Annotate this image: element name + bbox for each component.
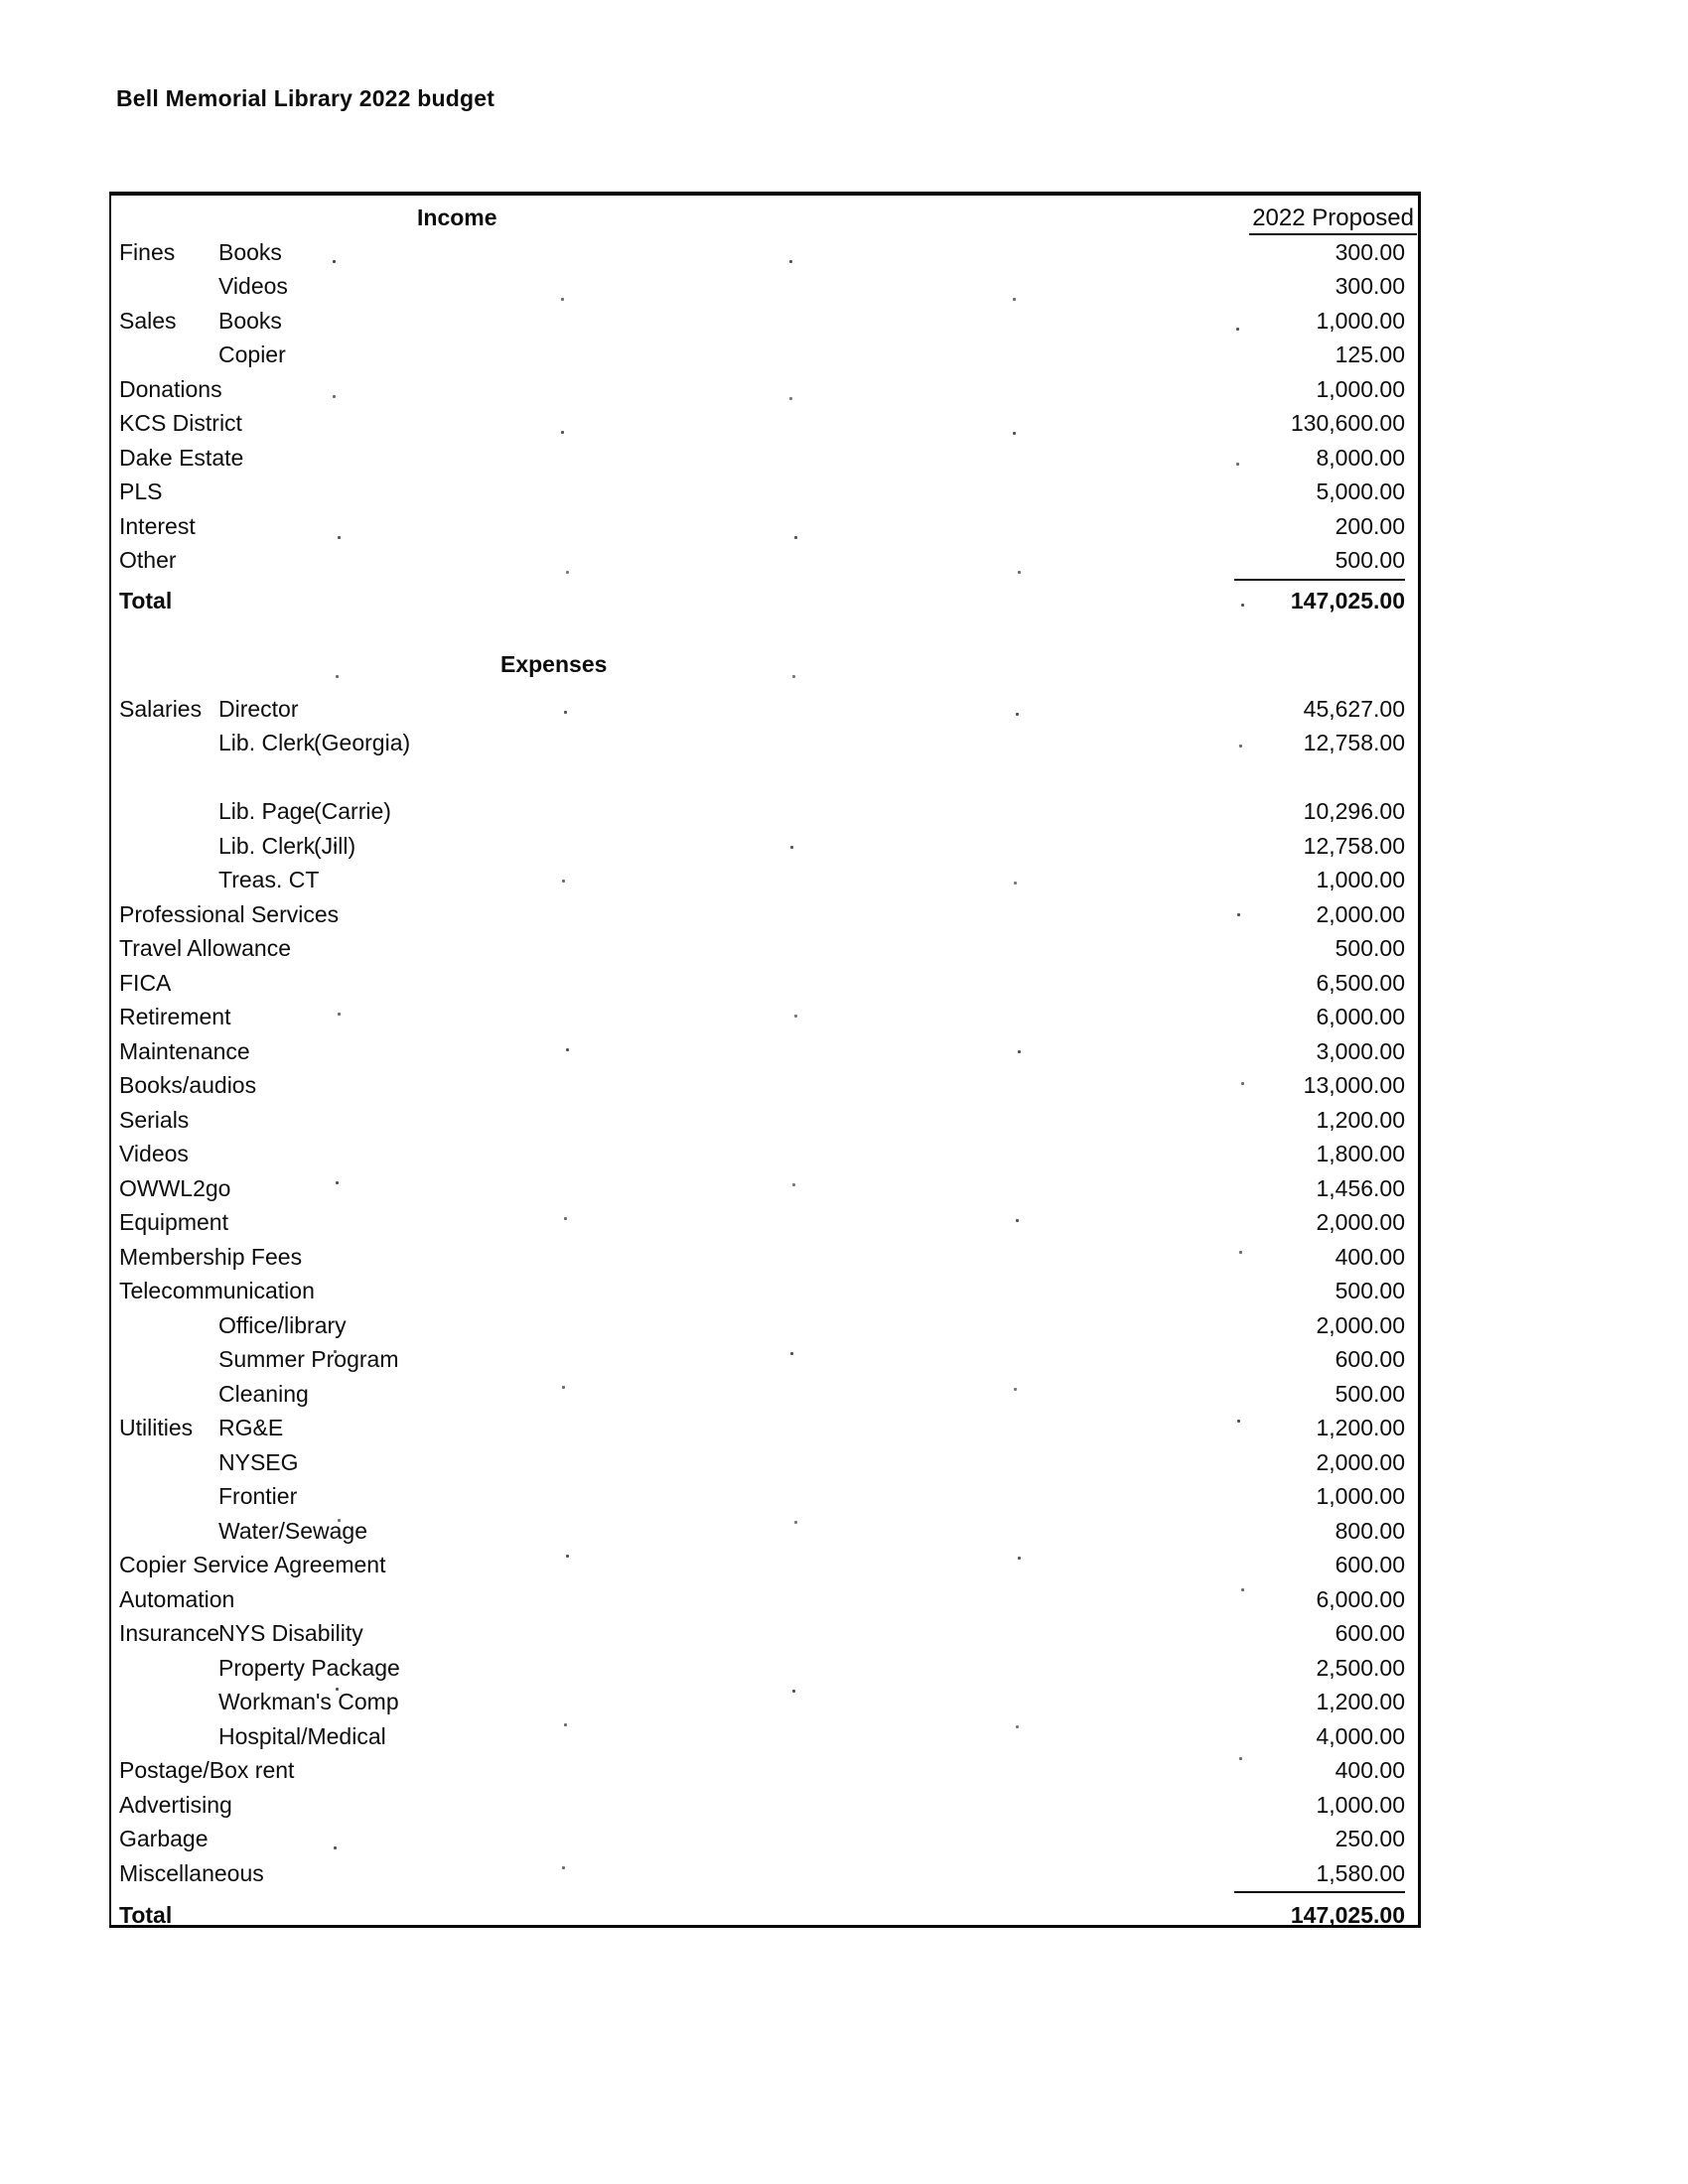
- detail-label: [314, 1068, 1177, 1103]
- table-row: [111, 726, 1418, 760]
- amount-value: 1,200.00: [1316, 1106, 1405, 1133]
- detail-label: [314, 1685, 1177, 1719]
- amount-cell: [1177, 1377, 1418, 1412]
- amount-cell: [1177, 1103, 1418, 1138]
- table-row: [111, 1685, 1418, 1719]
- detail-label: [314, 692, 1177, 727]
- amount-value: 500.00: [1335, 935, 1405, 961]
- detail-label: (Georgia): [314, 730, 411, 755]
- subcategory-label: [218, 406, 314, 441]
- table-row: [111, 1411, 1418, 1445]
- amount-value: 1,000.00: [1316, 307, 1405, 334]
- page-title: Bell Memorial Library 2022 budget: [116, 85, 495, 111]
- detail-label: [314, 372, 1177, 407]
- empty-cell: [314, 1898, 1177, 1933]
- amount-cell: [1177, 509, 1418, 544]
- amount-value: 125.00: [1335, 341, 1405, 367]
- category-label: [119, 1514, 218, 1549]
- table-row: [111, 1034, 1418, 1069]
- empty-cell: [218, 584, 314, 618]
- table-row: [111, 441, 1418, 476]
- amount-value: 130,600.00: [1290, 410, 1405, 436]
- category-label: Equipment: [119, 1209, 228, 1235]
- amount-cell: [1177, 1548, 1418, 1582]
- detail-label: [314, 1616, 1177, 1651]
- table-row: [111, 794, 1418, 829]
- detail-label: [314, 543, 1177, 578]
- amount-cell: [1177, 441, 1418, 476]
- amount-cell: [1177, 1445, 1418, 1480]
- amount-value: 500.00: [1234, 543, 1405, 581]
- amount-cell: [1177, 1308, 1418, 1343]
- subcategory-label: Frontier: [218, 1483, 298, 1509]
- category-label: [119, 1445, 218, 1480]
- subcategory-label: Copier: [218, 341, 286, 367]
- table-row: [111, 863, 1418, 897]
- subcategory-label: [218, 1205, 314, 1240]
- detail-label: [314, 304, 1177, 339]
- table-row: [111, 1479, 1418, 1514]
- amount-value: 200.00: [1335, 512, 1405, 539]
- table-row: [111, 1103, 1418, 1138]
- amount-cell: [1177, 760, 1418, 795]
- table-row: [111, 1068, 1418, 1103]
- table-row: [111, 1342, 1418, 1377]
- category-label: Advertising: [119, 1791, 232, 1818]
- subcategory-label: [218, 931, 314, 966]
- category-label: Automation: [119, 1585, 235, 1612]
- detail-label: [314, 1103, 1177, 1138]
- table-row: [111, 543, 1418, 578]
- detail-label: [314, 1548, 1177, 1582]
- table-row: [111, 1171, 1418, 1206]
- subcategory-label: [218, 966, 314, 1001]
- amount-value: 300.00: [1335, 238, 1405, 265]
- detail-label: [314, 1000, 1177, 1034]
- table-row: [111, 1445, 1418, 1480]
- income-rows: [111, 235, 1418, 578]
- table-row: [111, 1377, 1418, 1412]
- spacer: [111, 1890, 1418, 1898]
- amount-value: 250.00: [1335, 1826, 1405, 1851]
- table-row: [111, 1788, 1418, 1823]
- income-total-label: Total: [119, 587, 173, 614]
- detail-label: [314, 1342, 1177, 1377]
- amount-value: 6,000.00: [1316, 1004, 1405, 1029]
- category-label: Miscellaneous: [119, 1859, 264, 1886]
- amount-cell: [1177, 863, 1418, 897]
- amount-value: 13,000.00: [1303, 1072, 1405, 1098]
- subcategory-label: Summer Program: [218, 1346, 399, 1372]
- category-label: Fines: [119, 238, 176, 265]
- table-row: [111, 1651, 1418, 1686]
- amount-value: 2,000.00: [1316, 1209, 1405, 1235]
- subcategory-label: Lib. Clerk: [218, 832, 316, 859]
- category-label: [119, 1342, 218, 1377]
- table-row: [111, 235, 1418, 270]
- subcategory-label: [218, 1548, 314, 1582]
- amount-value: 1,000.00: [1316, 1483, 1405, 1509]
- amount-value: 1,000.00: [1316, 1791, 1405, 1818]
- table-row: [111, 1616, 1418, 1651]
- amount-cell: [1177, 1000, 1418, 1034]
- expenses-header-row: [111, 647, 1418, 682]
- subcategory-label: Books: [218, 238, 282, 265]
- amount-cell: [1177, 1411, 1418, 1445]
- category-label: [119, 794, 218, 829]
- detail-label: [314, 1240, 1177, 1275]
- amount-cell: [1177, 829, 1418, 864]
- amount-cell: [1177, 1719, 1418, 1754]
- amount-value: 2,000.00: [1316, 1448, 1405, 1475]
- subcategory-label: [218, 1856, 314, 1891]
- subcategory-label: RG&E: [218, 1415, 284, 1440]
- empty-cell: [218, 1898, 314, 1933]
- detail-label: [314, 1822, 1177, 1856]
- amount-cell: [1177, 1788, 1418, 1823]
- detail-label: [314, 338, 1177, 372]
- amount-cell: [1177, 1034, 1418, 1069]
- category-label: Membership Fees: [119, 1243, 303, 1270]
- amount-cell: [1177, 1616, 1418, 1651]
- table-row: [111, 475, 1418, 509]
- amount-cell: [1177, 794, 1418, 829]
- category-label: [119, 1377, 218, 1412]
- amount-cell: [1177, 1205, 1418, 1240]
- table-row: [111, 1240, 1418, 1275]
- category-label: [119, 726, 218, 760]
- detail-label: [314, 1582, 1177, 1617]
- detail-label: (Jill): [314, 832, 356, 859]
- category-label: Dake Estate: [119, 444, 244, 471]
- table-row: [111, 1274, 1418, 1308]
- subcategory-label: Workman's Comp: [218, 1689, 399, 1714]
- amount-value: 400.00: [1335, 1757, 1405, 1783]
- table-row: [111, 1137, 1418, 1171]
- detail-label: [314, 1788, 1177, 1823]
- amount-value: 300.00: [1335, 273, 1405, 299]
- subcategory-label: Property Package: [218, 1654, 400, 1681]
- expenses-total-row: [111, 1898, 1418, 1933]
- table-row: [111, 1548, 1418, 1582]
- category-label: Interest: [119, 512, 196, 539]
- income-header-row: [111, 201, 1418, 235]
- subcategory-label: Lib. Page: [218, 798, 316, 824]
- category-label: [119, 1651, 218, 1686]
- table-row: [111, 692, 1418, 727]
- amount-cell: [1177, 931, 1418, 966]
- detail-label: [314, 760, 1177, 795]
- expenses-total-label: Total: [119, 1902, 173, 1928]
- subcategory-label: [218, 1822, 314, 1856]
- detail-label: [314, 1205, 1177, 1240]
- detail-label: [314, 1171, 1177, 1206]
- detail-label: [314, 1479, 1177, 1514]
- subcategory-label: [218, 1240, 314, 1275]
- table-row: [111, 1514, 1418, 1549]
- amount-value: 5,000.00: [1316, 478, 1405, 504]
- amount-value: 500.00: [1335, 1278, 1405, 1303]
- category-label: [119, 1685, 218, 1719]
- category-label: Travel Allowance: [119, 935, 292, 961]
- amount-cell: [1177, 1342, 1418, 1377]
- amount-value: 6,500.00: [1316, 969, 1405, 996]
- amount-cell: [1177, 692, 1418, 727]
- detail-label: [314, 269, 1177, 304]
- subcategory-label: NYS Disability: [218, 1620, 363, 1646]
- amount-value: 600.00: [1335, 1346, 1405, 1372]
- subcategory-label: [218, 1274, 314, 1308]
- category-label: [119, 338, 218, 372]
- detail-label: [314, 1445, 1177, 1480]
- detail-label: [314, 1377, 1177, 1412]
- subcategory-label: [218, 1000, 314, 1034]
- table-row: [111, 338, 1418, 372]
- subcategory-label: Water/Sewage: [218, 1517, 367, 1544]
- column-header-2022-proposed: 2022 Proposed: [1249, 205, 1417, 235]
- category-label: [119, 1479, 218, 1514]
- income-section-header: Income: [417, 205, 497, 230]
- amount-cell: [1177, 1171, 1418, 1206]
- category-label: [119, 1719, 218, 1754]
- amount-cell: [1177, 726, 1418, 760]
- detail-label: [314, 406, 1177, 441]
- table-row: [111, 509, 1418, 544]
- category-label: Videos: [119, 1141, 189, 1166]
- category-label: Serials: [119, 1106, 190, 1133]
- table-row: [111, 1719, 1418, 1754]
- amount-cell: [1177, 372, 1418, 407]
- amount-cell: [1177, 475, 1418, 509]
- amount-value: 6,000.00: [1316, 1585, 1405, 1612]
- amount-cell: [1177, 1822, 1418, 1856]
- table-row: [111, 269, 1418, 304]
- amount-value: 2,000.00: [1316, 1311, 1405, 1338]
- empty-cell: [314, 584, 1177, 618]
- category-label: Retirement: [119, 1004, 231, 1029]
- amount-value: 1,456.00: [1316, 1174, 1405, 1201]
- amount-cell: [1177, 966, 1418, 1001]
- subcategory-label: [218, 1068, 314, 1103]
- category-label: Other: [119, 547, 177, 573]
- category-label: Sales: [119, 307, 177, 334]
- amount-value: 12,758.00: [1303, 832, 1405, 859]
- detail-label: [314, 1514, 1177, 1549]
- amount-value: 1,000.00: [1316, 867, 1405, 892]
- category-label: [119, 1308, 218, 1343]
- amount-cell: [1177, 269, 1418, 304]
- income-total-row: [111, 584, 1418, 618]
- subcategory-label: Hospital/Medical: [218, 1722, 386, 1749]
- detail-label: [314, 475, 1177, 509]
- table-row: [111, 1205, 1418, 1240]
- amount-cell: [1177, 406, 1418, 441]
- amount-value: 3,000.00: [1316, 1037, 1405, 1064]
- amount-value: 12,758.00: [1303, 730, 1405, 755]
- amount-cell: [1177, 1274, 1418, 1308]
- amount-value: 600.00: [1335, 1620, 1405, 1646]
- category-label: Books/audios: [119, 1072, 257, 1098]
- category-label: PLS: [119, 478, 163, 504]
- amount-value: 500.00: [1335, 1380, 1405, 1407]
- amount-cell: [1177, 1856, 1418, 1891]
- category-label: [119, 863, 218, 897]
- amount-cell: [1177, 1685, 1418, 1719]
- category-label: FICA: [119, 969, 172, 996]
- amount-cell: [1177, 235, 1418, 270]
- detail-label: [314, 235, 1177, 270]
- subcategory-label: [218, 441, 314, 476]
- amount-value: 1,580.00: [1234, 1856, 1405, 1894]
- scan-noise-speckles: [0, 0, 3, 3]
- expenses-section: [111, 647, 1418, 1933]
- subcategory-label: [218, 1171, 314, 1206]
- expenses-section-header: Expenses: [500, 651, 608, 677]
- table-row: [111, 1000, 1418, 1034]
- category-label: Telecommunication: [119, 1278, 315, 1303]
- detail-label: [314, 1308, 1177, 1343]
- table-row: [111, 1582, 1418, 1617]
- subcategory-label: [218, 475, 314, 509]
- amount-cell: [1177, 543, 1418, 578]
- detail-label: [314, 966, 1177, 1001]
- detail-label: [314, 1856, 1177, 1891]
- table-row: [111, 372, 1418, 407]
- category-label: Donations: [119, 375, 222, 402]
- detail-label: [314, 1411, 1177, 1445]
- category-label: Maintenance: [119, 1037, 250, 1064]
- table-row: [111, 829, 1418, 864]
- subcategory-label: Cleaning: [218, 1380, 309, 1407]
- category-label: [119, 760, 218, 795]
- amount-cell: [1177, 1137, 1418, 1171]
- table-row: [111, 1308, 1418, 1343]
- subcategory-label: Lib. Clerk: [218, 730, 316, 755]
- subcategory-label: [218, 509, 314, 544]
- detail-label: [314, 863, 1177, 897]
- table-row: [111, 304, 1418, 339]
- table-row: [111, 931, 1418, 966]
- amount-cell: [1177, 1651, 1418, 1686]
- amount-cell: [1177, 338, 1418, 372]
- amount-value: 45,627.00: [1303, 695, 1405, 722]
- amount-cell: [1177, 304, 1418, 339]
- detail-label: [314, 1034, 1177, 1069]
- category-label: OWWL2go: [119, 1174, 231, 1201]
- subcategory-label: [218, 372, 314, 407]
- subcategory-label: Office/library: [218, 1311, 347, 1338]
- amount-value: 1,200.00: [1316, 1415, 1405, 1440]
- amount-value: 400.00: [1335, 1243, 1405, 1270]
- detail-label: (Carrie): [314, 798, 391, 824]
- detail-label: [314, 509, 1177, 544]
- amount-cell: [1177, 897, 1418, 932]
- detail-label: [314, 931, 1177, 966]
- subcategory-label: [218, 760, 314, 795]
- table-row: [111, 406, 1418, 441]
- subcategory-label: NYSEG: [218, 1448, 299, 1475]
- category-label: Utilities: [119, 1415, 194, 1440]
- detail-label: [314, 1137, 1177, 1171]
- amount-cell: [1177, 1240, 1418, 1275]
- expenses-rows: [111, 692, 1418, 1891]
- table-row: [111, 966, 1418, 1001]
- amount-value: 1,800.00: [1316, 1141, 1405, 1166]
- amount-value: 10,296.00: [1303, 798, 1405, 824]
- detail-label: [314, 1719, 1177, 1754]
- income-total-value: 147,025.00: [1290, 587, 1405, 614]
- subcategory-label: [218, 1034, 314, 1069]
- amount-value: 1,000.00: [1316, 375, 1405, 402]
- subcategory-label: [218, 543, 314, 578]
- amount-value: 4,000.00: [1316, 1722, 1405, 1749]
- detail-label: [314, 1651, 1177, 1686]
- detail-label: [314, 1753, 1177, 1788]
- category-label: Professional Services: [119, 900, 340, 927]
- amount-cell: [1177, 1753, 1418, 1788]
- table-row: [111, 760, 1418, 795]
- category-label: [119, 829, 218, 864]
- table-row: [111, 1822, 1418, 1856]
- subcategory-label: [218, 1788, 314, 1823]
- amount-value: 1,200.00: [1316, 1689, 1405, 1714]
- expenses-total-amount-cell: [1177, 1898, 1418, 1933]
- category-label: Salaries: [119, 695, 203, 722]
- subcategory-label: Treas. CT: [218, 867, 320, 892]
- amount-cell: [1177, 1068, 1418, 1103]
- detail-label: [314, 897, 1177, 932]
- category-label: Postage/Box rent: [119, 1757, 295, 1783]
- table-row: [111, 897, 1418, 932]
- amount-cell: [1177, 1479, 1418, 1514]
- subcategory-label: Books: [218, 307, 282, 334]
- amount-cell: [1177, 1514, 1418, 1549]
- detail-label: [314, 1274, 1177, 1308]
- amount-value: 600.00: [1335, 1552, 1405, 1577]
- amount-value: 8,000.00: [1316, 444, 1405, 471]
- subcategory-label: Videos: [218, 273, 288, 299]
- spacer: [111, 682, 1418, 692]
- category-label: Insurance: [119, 1620, 220, 1646]
- subcategory-label: [218, 1103, 314, 1138]
- subcategory-label: [218, 1137, 314, 1171]
- income-section: [111, 196, 1418, 617]
- subcategory-label: [218, 897, 314, 932]
- category-label: Garbage: [119, 1826, 209, 1851]
- category-label: Copier Service Agreement: [119, 1552, 386, 1577]
- subcategory-label: [218, 1582, 314, 1617]
- amount-value: 2,000.00: [1316, 900, 1405, 927]
- amount-value: 2,500.00: [1316, 1654, 1405, 1681]
- subcategory-label: Director: [218, 695, 299, 722]
- category-label: [119, 269, 218, 304]
- expenses-total-value: 147,025.00: [1290, 1902, 1405, 1928]
- table-row: [111, 1856, 1418, 1891]
- subcategory-label: [218, 1753, 314, 1788]
- table-row: [111, 1753, 1418, 1788]
- amount-cell: [1177, 1582, 1418, 1617]
- income-total-amount-cell: [1177, 584, 1418, 618]
- budget-table: [109, 192, 1421, 1928]
- detail-label: [314, 441, 1177, 476]
- category-label: KCS District: [119, 410, 242, 436]
- amount-value: 800.00: [1335, 1517, 1405, 1544]
